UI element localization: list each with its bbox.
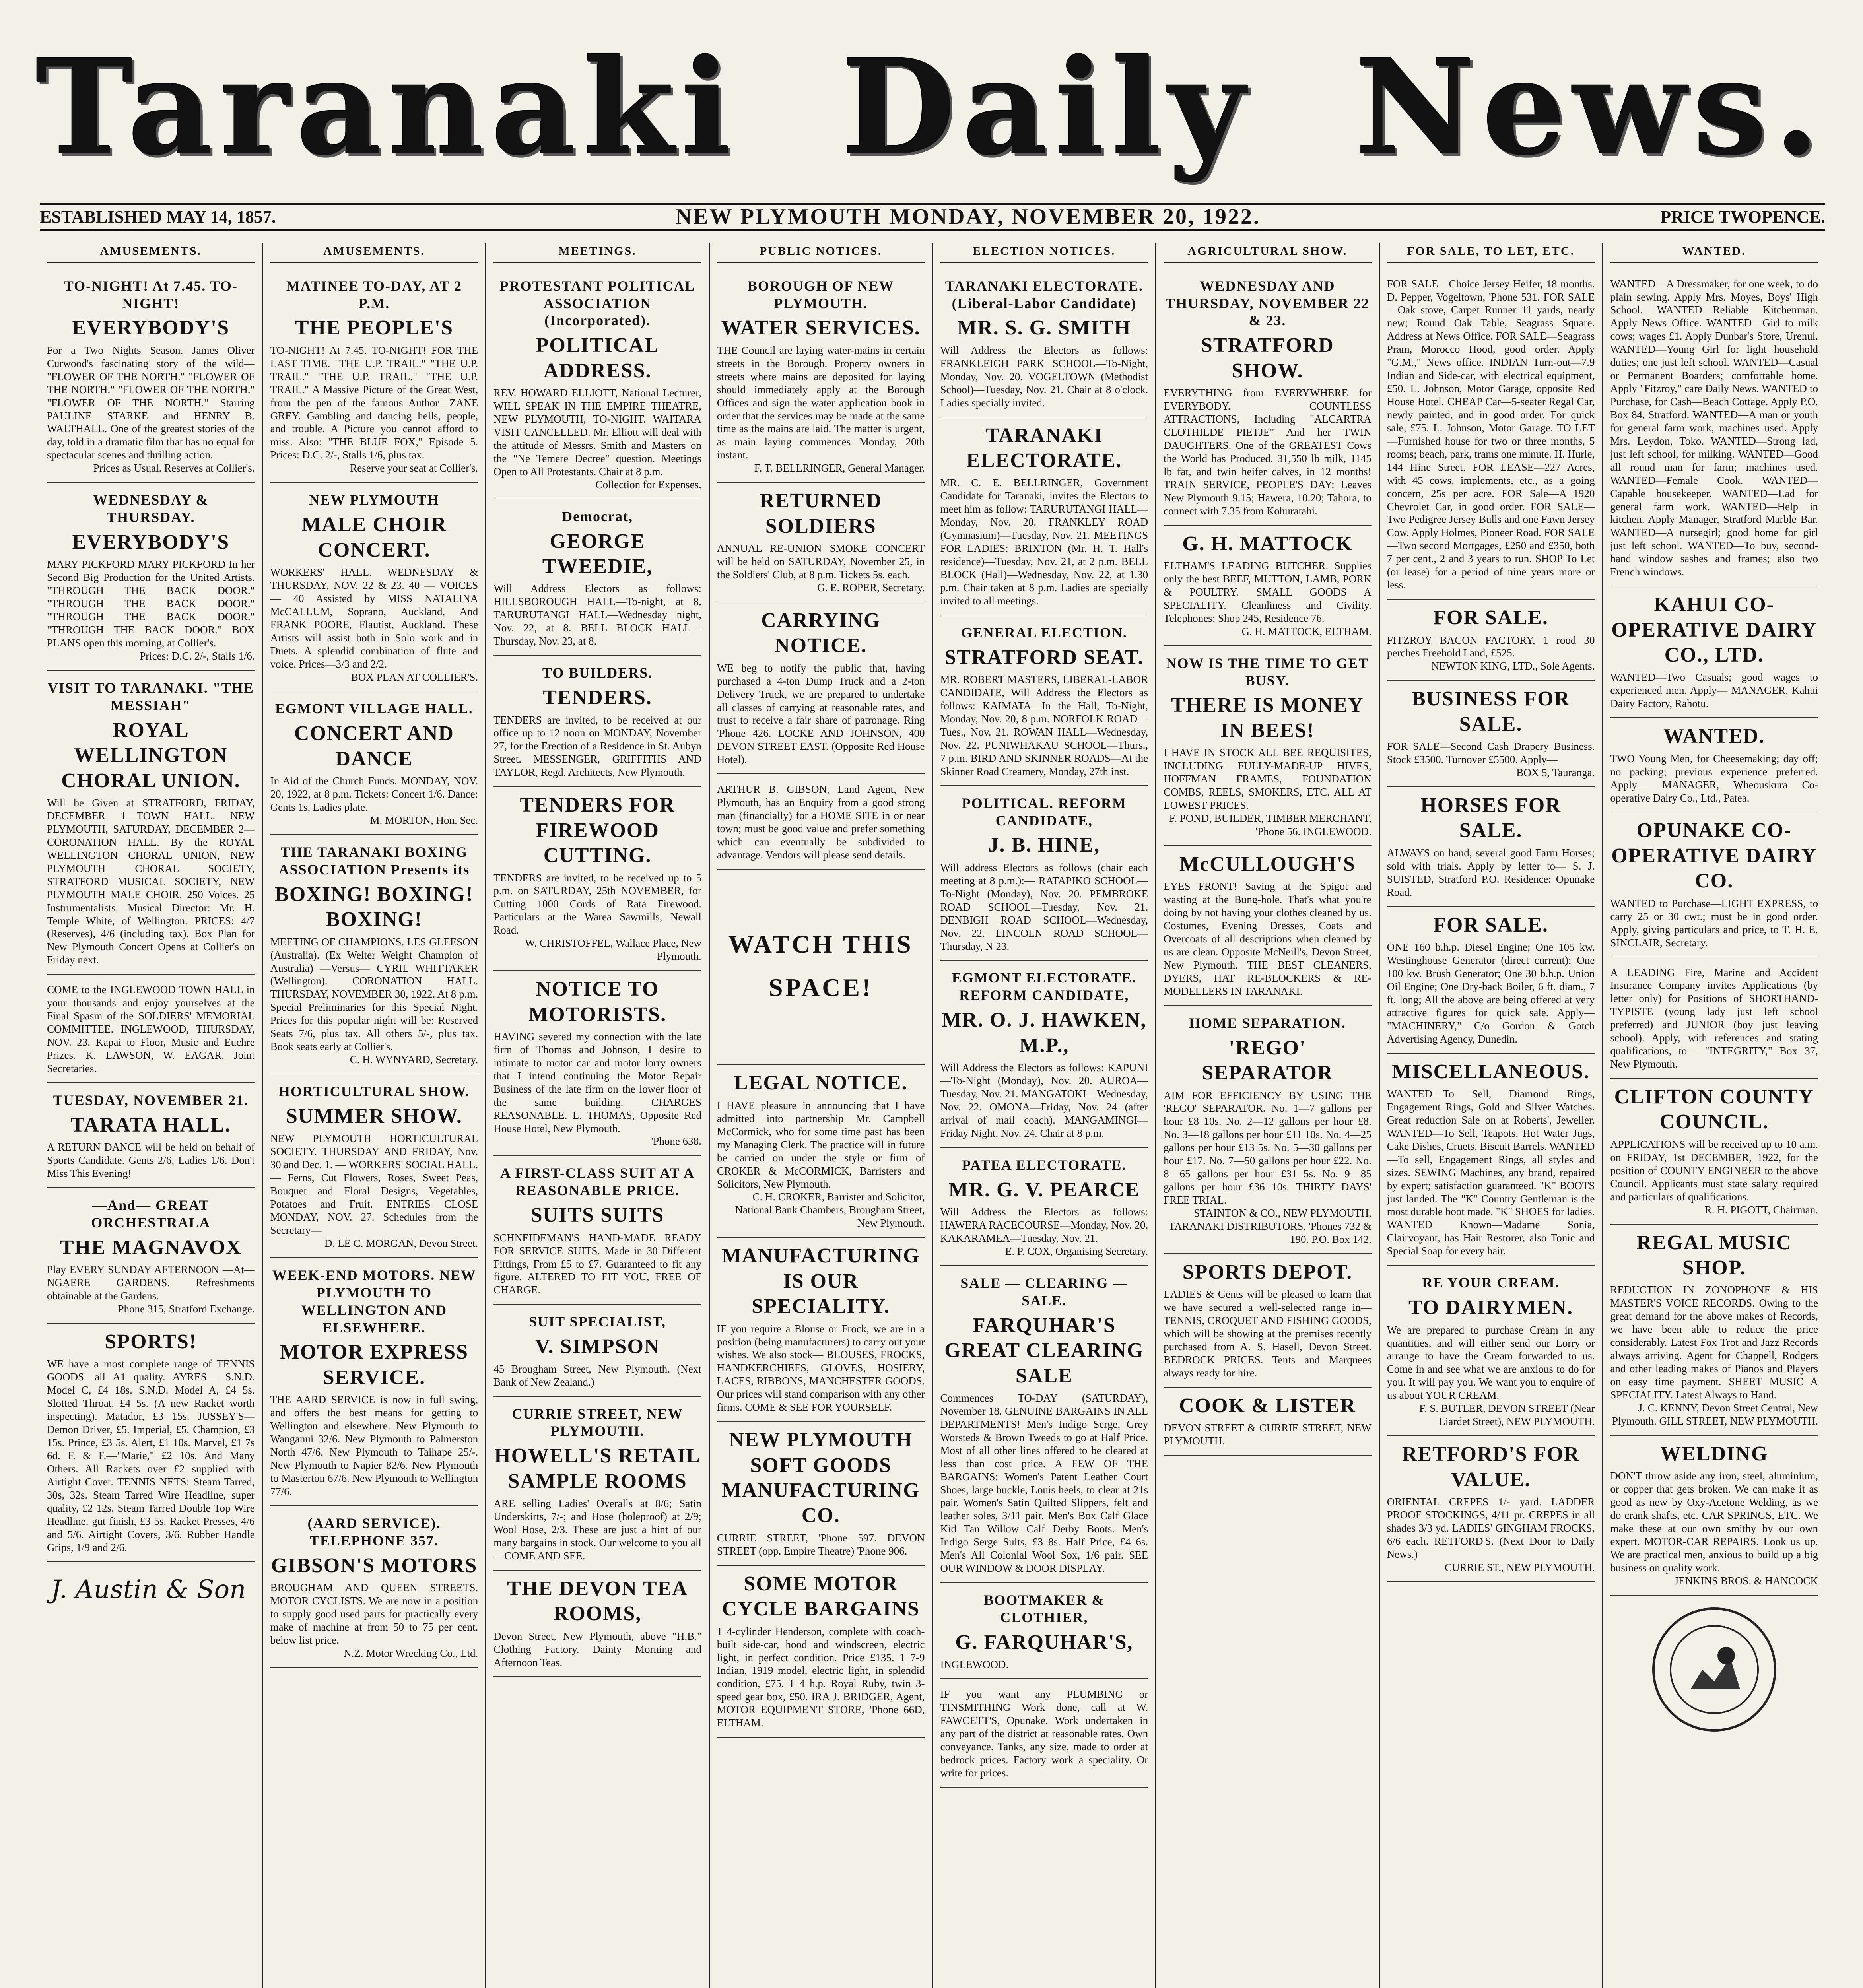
- ad-footer: BOX 5, Tauranga.: [1516, 767, 1595, 779]
- ad-title: CLIFTON COUNTY COUNCIL.: [1614, 1085, 1814, 1134]
- ad-body: DON'T throw aside any iron, steel, aluminium, or copper that gets broken. We can make it as good as new by Oxy-Acetone Welding, as we do crank shafts, etc. CAR SPRINGS, ETC. We make these at our own smithy by our own expert. MOTOR-CAR REPAIRS. Look us up. We are practical men, anxious to build up a big business on quality work.: [1610, 1470, 1818, 1574]
- ad-body: HAVING severed my connection with the late firm of Thomas and Johnson, I desire to intimate to motor car and motor lorry owners that I intend continuing the Motor Repair Business of the late firm on the lower floor of the same building. CHARGES REASONABLE. L. THOMAS, Opposite Red House Hotel, New Plymouth.: [493, 1030, 701, 1134]
- advertisement: [493, 499, 701, 656]
- ad-body: SCHNEIDEMAN'S HAND-MADE READY FOR SERVICE SUITS. Made in 30 Different Fittings, From £5 to £7. Guaranteed to fit any figure. ALTERED TO FIT YOU, FREE OF CHARGE.: [493, 1231, 701, 1296]
- ad-subheading: PROTESTANT POLITICAL ASSOCIATION (Incorporated).: [499, 278, 695, 329]
- ad-subheading: SUIT SPECIALIST,: [529, 1314, 666, 1330]
- ad-footer: C. H. CROKER, Barrister and Solicitor, National Bank Chambers, Brougham Street, New Plymouth.: [735, 1191, 925, 1229]
- ad-subheading: POLITICAL. REFORM CANDIDATE,: [962, 795, 1127, 829]
- advertisement: [493, 269, 701, 499]
- masthead-title-word: News.: [1355, 30, 1827, 184]
- ad-footer: N.Z. Motor Wrecking Co., Ltd.: [344, 1647, 478, 1659]
- ad-title: THE PEOPLE'S: [295, 316, 454, 340]
- advertisement: [270, 269, 478, 483]
- ad-title: V. SIMPSON: [535, 1335, 660, 1358]
- advertisement: [1610, 812, 1818, 957]
- ad-body: MR. C. E. BELLRINGER, Government Candidate for Taranaki, invites the Electors to meet him as follow: TARURUTANGI HALL—Monday, Nov. 20. FRANKLEY ROAD (Gymnasium)—Tuesday, Nov. 21. MEETINGS FOR LADIES: BRIXTON (Mr. H. T. Hall's residence)—Tuesday, Nov. 21, at 2 p.m. BELL BLOCK (Hall)—Wednesday, Nov. 22, at 1.30 p.m. Chair taken at 8 p.m. Ladies are specially invited to all meetings.: [940, 477, 1148, 607]
- ad-subheading: Democrat,: [562, 508, 633, 524]
- ad-subheading: WEEK-END MOTORS. NEW PLYMOUTH TO WELLINGTON AND ELSEWHERE.: [272, 1267, 476, 1336]
- ad-body: I HAVE IN STOCK ALL BEE REQUISITES, INCLUDING FULLY-MADE-UP HIVES, HOFFMAN FRAMES, FOUNDATION COMBS, REELS, SMOKERS, ETC. ALL AT LOWEST PRICES.: [1164, 747, 1372, 812]
- ad-subheading: —And— GREAT ORCHESTRALA: [91, 1197, 211, 1231]
- ad-body: THE Council are laying water-mains in certain streets in the Borough. Property owners in streets where mains are deposited for laying should immediately apply at the Borough Offices and sign the water application book in order that the services may be made at the same time as the mains are laid. The matter is urgent, as main laying commences Monday, 20th instant.: [717, 344, 925, 461]
- ad-body: Will Address Electors as follows: HILLSBOROUGH HALL—To-night, at 8. TARURUTANGI HALL—Wednesday night, Nov. 22, at 8. BELL BLOCK HALL—Thursday, Nov. 23, at 8.: [493, 582, 701, 647]
- advertisement: [1164, 846, 1372, 1006]
- ad-body: FOR SALE—Choice Jersey Heifer, 18 months. D. Pepper, Vogeltown, 'Phone 531. FOR SALE—Oak stove, Carpet Runner 11 yards, nearly new; Round Oak Table, Seagrass Square. Address at News Office. FOR SALE—Seagrass Pram, Morocco Hood, good order. Apply "G.M.," News office. INDIAN Turn-out—7.9 Indian and Side-car, with electrical equipment, £50. L. Johnson, Motor Garage, opposite Red House Hotel. CHEAP Car—5-seater Regal Car, newly painted, and in good order. For quick sale, £75. L. Johnson, Motor Garage. TO LET—Furnished house for two or three months, 5 rooms; beach, park, trams one minute. H. Hurle, 144 Hine Street. FOR LEASE—227 Acres, with 45 cows, implements, etc., as a going concern, 25s per acre. FOR Sale—A 1920 Chevrolet Car, in good order. FOR SALE—Two Pedigree Jersey Bulls and one Fawn Jersey Cow. Apply Holmes, Pioneer Road. FOR SALE—Two second Mortgages, £250 and £350, both 7 per cent., 2 and 3 years to run. SHOP To Let (or lease) for a period of nine years more or less.: [1387, 278, 1595, 591]
- column-header: MEETINGS.: [493, 243, 701, 263]
- advertisement: [940, 961, 1148, 1147]
- column-header: PUBLIC NOTICES.: [717, 243, 925, 263]
- ad-subheading: HOME SEPARATION.: [1189, 1015, 1346, 1031]
- advertisement: [493, 1305, 701, 1396]
- column-header: FOR SALE, TO LET, ETC.: [1387, 243, 1595, 263]
- ad-body: WANTED—To Sell, Diamond Rings, Engagement Rings, Gold and Silver Watches. Great reduction Sale on at Roberts', Jeweller. WANTED—To Sell, Teapots, Hot Water Jugs, Cake Dishes, Cruets, Biscuit Barrels. WANTED—To sell, Engagement Rings, all styles and sizes. SEWING Machines, any brand, repaired by expert; satisfaction guaranteed. "K" BOOTS just landed. The "K" Country Gentleman is the most durable boot made. "K" SHOES for ladies. WANTED Known—Madame Sonia, Clairvoyant, has Hair Restorer, also Tonic and Special Soap for every hair.: [1387, 1088, 1595, 1257]
- issue-date: NEW PLYMOUTH MONDAY, NOVEMBER 20, 1922.: [675, 204, 1261, 229]
- masthead: [36, 24, 1827, 191]
- advertisement: [1164, 1388, 1372, 1456]
- dateline: [40, 203, 1825, 231]
- advertisement: [717, 1238, 925, 1422]
- ad-body: CURRIE STREET, 'Phone 597. DEVON STREET (opp. Empire Theatre) 'Phone 906.: [717, 1532, 925, 1557]
- ad-title: EVERYBODY'S: [72, 316, 230, 340]
- ad-subheading: WEDNESDAY & THURSDAY.: [93, 492, 209, 526]
- ad-title: COOK & LISTER: [1179, 1394, 1356, 1417]
- ad-footer: R. H. PIGOTT, Chairman.: [1704, 1204, 1818, 1216]
- ad-body: REDUCTION IN ZONOPHONE & HIS MASTER'S VOICE RECORDS. Owing to the great demand for the above makes of Records, we have been able to reduce the price considerably. Latest Fox Trot and Jazz Records always arriving. Agent for Chappell, Rodgers and other leading makes of Pianos and Players on easy time payment. SHEET MUSIC A SPECIALITY. Latest Always to Hand.: [1610, 1284, 1818, 1401]
- masthead-title-word: Daily: [841, 30, 1253, 184]
- advertisement: [493, 1156, 701, 1305]
- ad-title: REGAL MUSIC SHOP.: [1636, 1231, 1792, 1279]
- advertisement: [1387, 269, 1595, 600]
- ad-title: TARANAKI ELECTORATE.: [966, 424, 1122, 472]
- advertisement: [717, 774, 925, 870]
- advertisement: [940, 1148, 1148, 1266]
- ad-body: EYES FRONT! Saving at the Spigot and wasting at the Bung-hole. That's what you're doing by not having your clothes cleaned by us. Costumes, Evening Dresses, Coats and Overcoats of all descriptions when cleaned by us are clean. Opposite McNeill's, Devon Street, New Plymouth. THE BEST CLEANERS, DYERS, HAT RE-BLOCKERS & RE-MODELLERS IN TARANAKI.: [1164, 880, 1372, 997]
- ad-title: MANUFACTURING IS OUR SPECIALITY.: [721, 1244, 920, 1318]
- ad-title: MR. G. V. PEARCE: [948, 1178, 1140, 1201]
- ad-title: BUSINESS FOR SALE.: [1411, 687, 1570, 736]
- ad-body: Will Address the Electors as follows: FRANKLEIGH PARK SCHOOL—To-Night, Monday, Nov. 20. VOGELTOWN (Methodist School)—Tuesday, Nov. 21. Chair at 8 o'clock. Ladies specially invited.: [940, 344, 1148, 409]
- ad-title: KAHUI CO-OPERATIVE DAIRY CO., LTD.: [1611, 593, 1817, 667]
- ad-footer: D. LE C. MORGAN, Devon Street.: [324, 1237, 478, 1249]
- ad-body: WORKERS' HALL. WEDNESDAY & THURSDAY, NOV. 22 & 23. 40 — VOICES — 40 Assisted by MISS NATALINA McCALLUM, Soprano, Auckland, And FRANK POORE, Flautist, Auckland. These Artists will assist both in Solo work and in Duets. A splendid combination of flute and voice. Prices—3/3 and 2/2.: [270, 566, 478, 670]
- ad-footer: F. S. BUTLER, DEVON STREET (Near Liardet Street), NEW PLYMOUTH.: [1419, 1402, 1595, 1428]
- advertisement: [270, 1258, 478, 1506]
- advertisement: [1387, 1266, 1595, 1436]
- ad-body: 45 Brougham Street, New Plymouth. (Next Bank of New Zealand.): [493, 1363, 701, 1388]
- ad-body: THE AARD SERVICE is now in full swing, and offers the best means for getting to Wellington and elsewhere. New Plymouth to Wanganui 32/6. New Plymouth to Palmerston North 47/6. New Plymouth to Taihape 25/-. New Plymouth to Napier 82/6. New Plymouth to Masterton 67/6. New Plymouth to Wellington 77/6.: [270, 1394, 478, 1497]
- ad-subheading: TARANAKI ELECTORATE. (Liberal-Labor Candidate): [945, 278, 1143, 311]
- ad-body: ARTHUR B. GIBSON, Land Agent, New Plymouth, has an Enquiry from a good strong man (financially) for a HOME SITE in or near town; must be good value and prefer something which can eventually be subdivided to advantage. Vendors will please send details.: [717, 783, 925, 861]
- ad-title: MISCELLANEOUS.: [1392, 1060, 1590, 1083]
- ad-title: WATER SERVICES.: [721, 316, 921, 340]
- ad-body: INGLEWOOD.: [940, 1658, 1009, 1671]
- ad-body: APPLICATIONS will be received up to 10 a.m. on FRIDAY, 1st DECEMBER, 1922, for the position of COUNTY ENGINEER to the above Council. Applicants must state salary required and particulars of qualifications.: [1610, 1138, 1818, 1203]
- advertisement: [493, 787, 701, 971]
- ad-subheading: SALE — CLEARING — SALE.: [960, 1275, 1128, 1309]
- ad-title: OPUNAKE CO-OPERATIVE DAIRY CO.: [1611, 819, 1817, 893]
- column: [1380, 243, 1603, 1988]
- ad-body: IF you want any PLUMBING or TINSMITHING Work done, call at W. FAWCETT'S, Opunake. Work undertaken in any part of the district at reasonable rates. Own conveyance. Tanks, any size, made to order at bedrock prices. Factory work a speciality. Or write for prices.: [940, 1688, 1148, 1779]
- ad-title: STRATFORD SHOW.: [1201, 334, 1334, 382]
- ad-body: WANTED to Purchase—LIGHT EXPRESS, to carry 25 or 30 cwt.; must be in good order. Apply, giving particulars and price, to T. H. E. SINCLAIR, Secretary.: [1610, 897, 1818, 949]
- ad-body: 1 4-cylinder Henderson, complete with coach-built side-car, hood and windscreen, electric light, in perfect condition. Price £135. 1 7-9 Indian, 1919 model, electric light, in splendid condition, £75. 1 4 h.p. Royal Ruby, twin 3-speed gear box, £50. IRA J. BRIDGER, Agent, MOTOR EQUIPMENT STORE, 'Phone 66D, ELTHAM.: [717, 1625, 925, 1729]
- ad-title: HORSES FOR SALE.: [1420, 794, 1561, 842]
- advertisement: [1610, 1225, 1818, 1436]
- ad-body: ALWAYS on hand, several good Farm Horses; sold with trials. Apply by letter to— S. J. SUISTED, Stratford P.O. Residence: Opunake Road.: [1387, 846, 1595, 898]
- advertisement: [1610, 718, 1818, 812]
- established-date: ESTABLISHED MAY 14, 1857.: [40, 207, 276, 227]
- advertisement: [1610, 957, 1818, 1079]
- ad-footer: BOX PLAN AT COLLIER'S.: [351, 671, 478, 683]
- ad-body: Will Address the Electors as follows: KAPUNI—To-Night (Monday), Nov. 20. AUROA—Tuesday, Nov. 21. MANGATOKI—Wednesday, Nov. 22. OMONA—Friday, Nov. 24 (after arrival of mail coach). MANGAMINGI—Friday Night, Nov. 24. Chair at 8 p.m.: [940, 1062, 1148, 1139]
- ad-footer: G. H. MATTOCK, ELTHAM.: [1241, 625, 1372, 637]
- advertisement: [717, 870, 925, 1065]
- price: PRICE TWOPENCE.: [1660, 207, 1825, 227]
- advertisement: [940, 786, 1148, 961]
- ad-title: WATCH THIS SPACE!: [728, 930, 913, 1002]
- column-header: AGRICULTURAL SHOW.: [1164, 243, 1372, 263]
- column-header: AMUSEMENTS.: [270, 243, 478, 263]
- ad-subheading: HORTICULTURAL SHOW.: [278, 1083, 470, 1100]
- ad-subheading: PATEA ELECTORATE.: [962, 1157, 1127, 1173]
- ad-title: MR. O. J. HAWKEN, M.P.,: [942, 1009, 1147, 1057]
- advertisement: [270, 1074, 478, 1258]
- ad-title: G. H. MATTOCK: [1182, 532, 1353, 555]
- advertisement: [1387, 1436, 1595, 1582]
- advertisement: [47, 671, 255, 975]
- advertisement: [1610, 1079, 1818, 1225]
- ad-subheading: NOW IS THE TIME TO GET BUSY.: [1166, 655, 1369, 689]
- ad-body: COME to the INGLEWOOD TOWN HALL in your thousands and enjoy yourselves at the Final Spasm of the SOLDIERS' MEMORIAL COMMITTEE. INGLEWOOD, THURSDAY, NOV. 23. Kapai to Floor, Music and Euchre Prizes. K. LAWSON, W. EAGAR, Joint Secretaries.: [47, 984, 255, 1074]
- ad-title: EVERYBODY'S: [72, 531, 230, 554]
- ad-title: TARATA HALL.: [71, 1113, 231, 1136]
- ad-title: NOTICE TO MOTORISTS.: [528, 978, 667, 1026]
- ad-title: FARQUHAR'S GREAT CLEARING SALE: [944, 1314, 1144, 1387]
- ad-title: GEORGE TWEEDIE,: [542, 530, 653, 578]
- ad-subheading: BOOTMAKER & CLOTHIER,: [984, 1592, 1105, 1625]
- ad-subheading: NEW PLYMOUTH: [309, 492, 439, 508]
- advertisement: [1387, 907, 1595, 1054]
- ad-body: NEW PLYMOUTH HORTICULTURAL SOCIETY. THURSDAY AND FRIDAY, Nov. 30 and Dec. 1. — WORKERS' SOCIAL HALL. — Ferns, Cut Flowers, Roses, Sweet Peas, Bouquet and Floral Designs, Vegetables, Potatoes and Fruit. ENTRIES CLOSE MONDAY, NOV. 27. Schedules from the Secretary—: [270, 1132, 478, 1236]
- advertisement: [1387, 681, 1595, 787]
- advertisement: [717, 1566, 925, 1738]
- ad-title: G. FARQUHAR'S,: [955, 1631, 1133, 1654]
- columns: [40, 243, 1825, 1988]
- ad-title: MOTOR EXPRESS SERVICE.: [280, 1341, 469, 1389]
- advertisement: [717, 483, 925, 602]
- ad-body: BROUGHAM AND QUEEN STREETS. MOTOR CYCLISTS. We are now in a position to supply good used parts for practically every make of machine at from 50 to 75 per cent. below list price.: [270, 1582, 478, 1646]
- advertisement: [940, 615, 1148, 786]
- advertisement: [940, 417, 1148, 615]
- column: [263, 243, 487, 1988]
- advertisement: [1610, 1436, 1818, 1596]
- ad-title: LEGAL NOTICE.: [734, 1072, 908, 1095]
- ad-subheading: TUESDAY, NOVEMBER 21.: [53, 1092, 249, 1108]
- ad-title: WANTED.: [1663, 725, 1765, 748]
- ad-title: SUMMER SHOW.: [286, 1105, 462, 1128]
- ad-subheading: TO-NIGHT! At 7.45. TO-NIGHT!: [64, 278, 238, 311]
- column: [486, 243, 710, 1988]
- ad-body: For a Two Nights Season. James Oliver Curwood's fascinating story of the wild— "FLOWER OF THE NORTH." "FLOWER OF THE NORTH." "FLOWER OF THE NORTH." "FLOWER OF THE NORTH." Starring PAULINE STARKE and HENRY B. WALTHALL. One of the greatest stories of the day, told in a dramatic film that has no equal for spectacular scenes and thrilling action.: [47, 344, 255, 461]
- ad-title: TO DAIRYMEN.: [1408, 1296, 1574, 1319]
- ad-body: Commences TO-DAY (SATURDAY), November 18. GENUINE BARGAINS IN ALL DEPARTMENTS! Men's Indigo Serge, Grey Worsteds & Brown Tweeds to go at Half Price. Most of all other lines offered to be cleared at less than cost price. A FEW OF THE BARGAINS: Women's Patent Leather Court Shoes, large buckle, Louis heels, to clear at 21s pair. Women's Satin Quilted Slippers, felt and leather soles, 3/11 pair. Men's Box Calf Glace Kid Tan Willow Calf Derby Boots. Men's Indigo Serge Suits, £3 8s. Half Price, £4 6s. Men's All Colonial Wool Sox, 1/6 pair. SEE OUR WINDOW & DOOR DISPLAY.: [940, 1392, 1148, 1574]
- advertisement: [717, 269, 925, 483]
- column: [1156, 243, 1380, 1988]
- ad-body: WE have a most complete range of TENNIS GOODS—all A1 quality. AYRES— S.N.D. Model C, £4 18s. S.N.D. Model A, £4 5s. Slotted Throat, £4 5s. (A new Racket worth inspecting). Matador, £3 15s. JUSSEY'S— Demon Driver, £5. Imperial, £5. Champion, £3 15s. Prince, £3 5s. Alert, £1 10s. Marvel, £1 7s 6d. F. & F.—"Marie," £2 10s. And Many Others. All Rackets over £2 supplied with Airtight Cover. TENNIS NETS: Steam Tarred, 30s, 32s. Steam Tarred Wire Headline, super quality, £2 12s. Steam Tarred Double Top Wire Headline, gut finish, £3 5s. Racket Presses, 4/6 and 5/6. Airtight Covers, 3/6. Rubber Handle Grips, 1/9 and 2/6.: [47, 1358, 255, 1553]
- advertisement: [1164, 269, 1372, 526]
- ad-footer: F. T. BELLRINGER, General Manager.: [754, 462, 925, 474]
- advertisement: [1610, 586, 1818, 718]
- ad-title: FOR SALE.: [1433, 913, 1548, 936]
- ad-body: In Aid of the Church Funds. MONDAY, NOV. 20, 1922, at 8 p.m. Tickets: Concert 1/6. Dance: Gents 1s, Ladies plate.: [270, 775, 478, 813]
- ad-title: THE MAGNAVOX: [60, 1236, 242, 1259]
- ad-title: FOR SALE.: [1433, 606, 1548, 629]
- advertisement: [47, 1324, 255, 1562]
- ad-footer: Reserve your seat at Collier's.: [350, 462, 478, 474]
- ad-body: TO-NIGHT! At 7.45. TO-NIGHT! FOR THE LAST TIME. "THE U.P. TRAIL." "THE U.P. TRAIL." "THE U.P. TRAIL." "THE U.P. TRAIL." A Massive Picture of the Great West, from the pen of the famous Author—ZANE GREY. Gambling and dancing hells, people, and trouble. A Picture you cannot afford to miss. Also: "THE BLUE FOX," Episode 5. Prices: D.C. 2/-, Stalls 1/6, plus tax.: [270, 344, 478, 461]
- ad-body: Will address Electors as follows (chair each meeting at 8 p.m.):— RATAPIKO SCHOOL—To-Night (Monday), Nov. 20. PEMBROKE ROAD SCHOOL—Tuesday, Nov. 21. DENBIGH ROAD SCHOOL—Wednesday, Nov. 22. LINCOLN ROAD SCHOOL—Thursday, N 23.: [940, 861, 1148, 952]
- ad-body: MEETING OF CHAMPIONS. LES GLEESON (Australia). (Ex Welter Weight Champion of Australia) —Versus— CYRIL WHITTAKER (Wellington). CORONATION HALL. THURSDAY, NOVEMBER 30, 1922. At 8 p.m. Special Preliminaries for this Special Night. Prices for this popular night will be: Reserved Seats 7/6, plus tax. All others 5/-, plus tax. Book seats early at Collier's.: [270, 936, 478, 1053]
- ad-title: RETURNED SOLDIERS: [760, 489, 882, 538]
- ad-title: RETFORD'S FOR VALUE.: [1402, 1443, 1580, 1491]
- ad-body: TENDERS are invited, to be received at our office up to 12 noon on MONDAY, November 27, for the Erection of a Residence in St. Aubyn Street. MESSENGER, GRIFFITHS AND TAYLOR, Regd. Architects, New Plymouth.: [493, 714, 701, 779]
- ad-footer: Prices: D.C. 2/-, Stalls 1/6.: [140, 650, 255, 662]
- ad-footer: Prices as Usual. Reserves at Collier's.: [93, 462, 255, 474]
- ad-title: CARRYING NOTICE.: [761, 609, 881, 657]
- advertisement: [1387, 1054, 1595, 1266]
- ad-title: SOME MOTOR CYCLE BARGAINS: [722, 1572, 920, 1621]
- advertisement: [717, 602, 925, 774]
- ad-title: STRATFORD SEAT.: [944, 646, 1144, 669]
- advertisement: [1387, 787, 1595, 907]
- ad-footer: W. CHRISTOFFEL, Wallace Place, New Plymouth.: [525, 937, 701, 963]
- ad-body: I HAVE pleasure in announcing that I have admitted into partnership Mr. Campbell McCormick, who for some time past has been my Managing Clerk. The practice will in future be carried on under the style or firm of CROKER & McCORMICK, Barristers and Solicitors, New Plymouth.: [717, 1099, 925, 1190]
- advertisement: [493, 656, 701, 787]
- ad-body: MARY PICKFORD MARY PICKFORD In her Second Big Production for the United Artists. "THROUGH THE BACK DOOR." "THROUGH THE BACK DOOR." "THROUGH THE BACK DOOR." "THROUGH THE BACK DOOR." BOX PLANS open this morning, at Collier's.: [47, 558, 255, 649]
- advertisement: [493, 1571, 701, 1677]
- advertisement: [717, 1065, 925, 1238]
- ad-title: TENDERS FOR FIREWOOD CUTTING.: [520, 794, 675, 867]
- ad-title: BOXING! BOXING! BOXING!: [275, 883, 474, 931]
- ad-title: THERE IS MONEY IN BEES!: [1171, 694, 1364, 742]
- ad-body: REV. HOWARD ELLIOTT, National Lecturer, WILL SPEAK IN THE EMPIRE THEATRE, NEW PLYMOUTH, TO-NIGHT. WAITARA VISIT CANCELLED. Mr. Elliott will deal with the attitude of Messrs. Smith and Masters on the "Ne Temere Decree" question. Meetings Open to All Protestants. Chair at 8 p.m.: [493, 387, 701, 478]
- ad-footer: CURRIE ST., NEW PLYMOUTH.: [1445, 1561, 1595, 1573]
- advertisement: [940, 269, 1148, 417]
- ad-subheading: EGMONT VILLAGE HALL.: [275, 701, 473, 717]
- ad-body: We are prepared to purchase Cream in any quantities, and will either send our Lorry or arrange to have the Cream forwarded to us. Come in and see what we are anxious to do for you. It will pay you. We want you to enquire of us about YOUR CREAM.: [1387, 1324, 1595, 1402]
- ad-body: FITZROY BACON FACTORY, 1 rood 30 perches Freehold Land, £525.: [1387, 634, 1595, 659]
- advertisement: [493, 1397, 701, 1571]
- ad-title: MR. S. G. SMITH: [957, 316, 1131, 340]
- ad-body: ARE selling Ladies' Overalls at 8/6; Satin Underskirts, 7/-; and Hose (holeproof) at 2/9; Wool Hose, 2/3. These are just a hint of our many bargains in stock. Our welcome to you all—COME AND SEE.: [493, 1497, 701, 1562]
- advertisement: [1164, 1254, 1372, 1388]
- ad-title: TENDERS.: [543, 686, 652, 709]
- ad-footer: G. E. ROPER, Secretary.: [817, 581, 925, 594]
- ad-subheading: CURRIE STREET, NEW PLYMOUTH.: [512, 1406, 683, 1439]
- ad-body: LADIES & Gents will be pleased to learn that we have secured a well-selected range in— TENNIS, CROQUET AND FISHING GOODS, which will be showing at the premises recently purchased from A. S. Hasell, Devon Street. BEDROCK PRICES. Tents and Marquees always ready for hire.: [1164, 1288, 1372, 1379]
- advertisement: [1387, 600, 1595, 681]
- ad-title: WELDING: [1660, 1442, 1768, 1465]
- ad-footer: F. POND, BUILDER, TIMBER MERCHANT, 'Phone 56. INGLEWOOD.: [1169, 812, 1372, 837]
- ad-body: WE beg to notify the public that, having purchased a 4-ton Dump Truck and a 2-ton Delivery Truck, we are prepared to undertake all classes of carrying at reasonable rates, and trust to receive a fair share of patronage. Ring 'Phone 426. LOCKE AND JOHNSON, 400 DEVON STREET EAST. (Opposite Red House Hotel).: [717, 662, 925, 766]
- ad-body: Will Address the Electors as follows: HAWERA RACECOURSE—Monday, Nov. 20. KAKARAMEA—Tuesday, Nov. 21.: [940, 1206, 1148, 1244]
- ad-title: ROYAL WELLINGTON CHORAL UNION.: [61, 718, 241, 792]
- ad-subheading: (AARD SERVICE). TELEPHONE 357.: [307, 1515, 441, 1549]
- ad-subheading: MATINEE TO-DAY, AT 2 P.M.: [286, 278, 462, 311]
- ad-footer: J. C. KENNY, Devon Street Central, New Plymouth. GILL STREET, NEW PLYMOUTH.: [1612, 1402, 1818, 1427]
- ad-body: ORIENTAL CREPES 1/- yard. LADDER PROOF STOCKINGS, 4/11 pr. CREPES in all shades 3/3 yd. LADIES' GINGHAM FROCKS, 6/6 each. RETFORD'S. (Next Door to Daily News.): [1387, 1495, 1595, 1560]
- ad-subheading: VISIT TO TARANAKI. "THE MESSIAH": [47, 679, 254, 713]
- ad-body: FOR SALE—Second Cash Drapery Business. Stock £3500. Turnover £5500. Apply—: [1387, 740, 1595, 766]
- advertisement: [717, 1422, 925, 1566]
- ad-footer: JENKINS BROS. & HANCOCK: [1674, 1574, 1818, 1587]
- ad-body: ELTHAM'S LEADING BUTCHER. Supplies only the best BEEF, MUTTON, LAMB, PORK & POULTRY. SMALL GOODS A SPECIALITY. Cleanliness and Civility. Telephones: Shop 245, Residence 76.: [1164, 560, 1372, 624]
- column: [710, 243, 933, 1988]
- advertisement: [1610, 269, 1818, 587]
- ad-body: EVERYTHING from EVERYWHERE for EVERYBODY. COUNTLESS ATTRACTIONS, Including "ALCARTRA CLOTHILDE PIETJE" And her TWIN DAUGHTERS. One of the GREATEST Cows the World has Produced. 31,550 lb milk, 1145 lb fat, and twin heifer calves, in 12 months! TRAIN SERVICE, PEOPLE'S DAY: Leaves New Plymouth 9.15; Hawera, 10.20; Tahora, to connect with 7.35 from Kohuratahi.: [1164, 387, 1372, 517]
- advertisement: [1164, 1006, 1372, 1254]
- handwritten-signature: J. Austin & Son: [51, 1574, 246, 1604]
- column-header: WANTED.: [1610, 243, 1818, 263]
- ad-footer: NEWTON KING, LTD., Sole Agents.: [1431, 660, 1595, 672]
- advertisement: [1164, 526, 1372, 646]
- ad-footer: STAINTON & CO., NEW PLYMOUTH, TARANAKI DISTRIBUTORS. 'Phones 732 & 190. P.O. Box 142.: [1168, 1207, 1372, 1245]
- ad-body: MR. ROBERT MASTERS, LIBERAL-LABOR CANDIDATE, Will Address the Electors as follows: KAIMATA—In the Hall, To-Night, Monday, Nov. 20, 8 p.m. NORFOLK ROAD—Tues., Nov. 21. ROWAN HALL—Wednesday, Nov. 22. PUNIWHAKAU SCHOOL—Thurs., 7 p.m. BIRD AND SKINNER ROADS—At the Skinner Road Creamery, Monday, 27th inst.: [940, 674, 1148, 777]
- ad-body: A LEADING Fire, Marine and Accident Insurance Company invites Applications (by letter only) for Positions of SHORTHAND-TYPISTE (young lady just left school preferred) and JUNIOR (boy just leaving school). Apply, with references and stating qualifications, to— "INTEGRITY," Box 37, New Plymouth.: [1610, 966, 1818, 1070]
- advertisement: [47, 1188, 255, 1324]
- ad-title: CONCERT AND DANCE: [294, 722, 454, 770]
- ad-title: McCULLOUGH'S: [1179, 852, 1356, 876]
- ad-subheading: GENERAL ELECTION.: [961, 624, 1127, 641]
- advertisement: [47, 1083, 255, 1188]
- ad-title: J. B. HINE,: [988, 834, 1100, 857]
- ad-body: Play EVERY SUNDAY AFTERNOON —At— NGAERE GARDENS. Refreshments obtainable at the Gardens.: [47, 1264, 255, 1302]
- ad-subheading: WEDNESDAY AND THURSDAY, NOVEMBER 22 & 23.: [1166, 278, 1370, 329]
- column: [40, 243, 263, 1988]
- ad-title: 'REGO' SEPARATOR: [1202, 1036, 1333, 1085]
- advertisement: [270, 691, 478, 835]
- ad-footer: 'Phone 638.: [651, 1135, 701, 1147]
- ad-body: ANNUAL RE-UNION SMOKE CONCERT will be held on SATURDAY, November 25, in the Soldiers' Club, at 8 p.m. Tickets 5s. each.: [717, 542, 925, 580]
- ad-title: SUITS SUITS: [530, 1204, 664, 1227]
- advertisement: [270, 1506, 478, 1668]
- ad-body: ONE 160 b.h.p. Diesel Engine; One 105 kw. Westinghouse Generator (direct current); One 100 kw. Brush Generator; One 30 b.h.p. Union Oil Engine; One Dry-back Boiler, 6 ft. diam., 7 ft. long; All the above are being offered at very attractive figures for quick sale. Apply— "MACHINERY," C/o Gordon & Gotch Advertising Agency, Dunedin.: [1387, 941, 1595, 1045]
- ad-title: GIBSON'S MOTORS: [271, 1554, 478, 1577]
- his-masters-voice-logo: [1652, 1607, 1776, 1732]
- ad-subheading: RE YOUR CREAM.: [1422, 1275, 1560, 1291]
- ad-subheading: EGMONT ELECTORATE. REFORM CANDIDATE,: [952, 970, 1136, 1004]
- ad-title: SPORTS!: [105, 1330, 197, 1353]
- advertisement: [47, 483, 255, 671]
- ad-footer: C. H. WYNYARD, Secretary.: [350, 1054, 478, 1066]
- masthead-title-word: Taranaki: [36, 30, 739, 184]
- advertisement: [270, 835, 478, 1074]
- ad-body: DEVON STREET & CURRIE STREET, NEW PLYMOUTH.: [1164, 1422, 1372, 1447]
- ad-title: THE DEVON TEA ROOMS,: [507, 1577, 688, 1625]
- column-header: ELECTION NOTICES.: [940, 243, 1148, 263]
- advertisement: [493, 971, 701, 1156]
- advertisement: [47, 975, 255, 1083]
- advertisement: [940, 1679, 1148, 1788]
- ad-body: IF you require a Blouse or Frock, we are in a position (being manufacturers) to carry out your wishes. We also stock— BLOUSES, FROCKS, HANDKERCHIEFS, GLOVES, HOSIERY, LACES, RIBBONS, MANCHESTER GOODS. Our prices will stand comparison with any other firms. COME & SEE FOR YOURSELF.: [717, 1322, 925, 1413]
- column: [933, 243, 1157, 1988]
- ad-body: A RETURN DANCE will be held on behalf of Sports Candidate. Gents 2/6, Ladies 1/6. Don't Miss This Evening!: [47, 1141, 255, 1180]
- ad-footer: Collection for Expenses.: [595, 478, 701, 491]
- ad-body: WANTED—A Dressmaker, for one week, to do plain sewing. Apply Mrs. Moyes, Boys' High School. WANTED—Reliable Kitchenman. Apply News Office. WANTED—Girl to milk cows; wages £1. Apply Dunbar's Store, Urenui. WANTED—Young Girl for light household duties; one just left school. WANTED—Casual or Permanent Boarders; comfortable home. Apply "Fitzroy," care Daily News. WANTED to Purchase, for Cash—Beach Cottage. Apply P.O. Box 84, Stratford. WANTED—A man or youth for general farm work, machines used. Apply Mrs. Leydon, Toko. WANTED—Strong lad, just left school, for milking. WANTED—Good all round man for farm; machines used. WANTED—Female Cook. WANTED—Capable housekeeper. WANTED—Lad for general farm work. WANTED—Help in kitchen. Apply Manager, Stratford Marble Bar. WANTED—A nursegirl; good home for girl just left school. WANTED—To buy, second-hand window sashes and frames; also two French windows.: [1610, 278, 1818, 578]
- ad-footer: M. MORTON, Hon. Sec.: [370, 814, 478, 827]
- ad-title: POLITICAL ADDRESS.: [536, 334, 659, 382]
- ad-body: Devon Street, New Plymouth, above "H.B." Clothing Factory. Dainty Morning and Afternoon Teas.: [493, 1630, 701, 1668]
- advertisement: [940, 1266, 1148, 1583]
- ad-title: HOWELL'S RETAIL SAMPLE ROOMS: [494, 1444, 701, 1493]
- ad-subheading: TO BUILDERS.: [542, 665, 653, 681]
- ad-body: TENDERS are invited, to be received up to 5 p.m. on SATURDAY, 25th NOVEMBER, for Cutting 1000 Cords of Rata Firewood. Particulars at the Warea Sawmills, Newall Road.: [493, 872, 701, 936]
- ad-body: Will be Given at STRATFORD, FRIDAY, DECEMBER 1—TOWN HALL. NEW PLYMOUTH, SATURDAY, DECEMBER 2—CORONATION HALL. By the ROYAL WELLINGTON CHORAL UNION, NEW PLYMOUTH CHORAL SOCIETY, STRATFORD MUSICAL SOCIETY, NEW PLYMOUTH MALE CHOIR. 250 Voices. 25 Instrumentalists. Musical Director: Mr. H. Temple White, of Wellington. PRICES: 4/7 (Reserves), 4/6 (including tax). Box Plan for New Plymouth Concert Opens at Collier's on Friday next.: [47, 797, 255, 966]
- ad-title: NEW PLYMOUTH SOFT GOODS MANUFACTURING CO.: [721, 1429, 920, 1527]
- ad-title: SPORTS DEPOT.: [1182, 1260, 1353, 1283]
- column: [1603, 243, 1825, 1988]
- ad-footer: Phone 315, Stratford Exchange.: [118, 1303, 255, 1315]
- advertisement: [270, 483, 478, 691]
- ad-subheading: BOROUGH OF NEW PLYMOUTH.: [747, 278, 894, 311]
- advertisement: [1164, 646, 1372, 846]
- ad-subheading: THE TARANAKI BOXING ASSOCIATION Presents its: [278, 844, 470, 878]
- ad-body: TWO Young Men, for Cheesemaking; day off; no packing; previous experience preferred. Apply— MANAGER, Wheouskura Co-operative Dairy Co., Ltd., Patea.: [1610, 752, 1818, 804]
- advertisement: [47, 269, 255, 483]
- ad-subheading: A FIRST-CLASS SUIT AT A REASONABLE PRICE.: [500, 1165, 695, 1199]
- ad-footer: E. P. COX, Organising Secretary.: [1005, 1245, 1148, 1257]
- column-header: AMUSEMENTS.: [47, 243, 255, 263]
- ad-title: MALE CHOIR CONCERT.: [301, 513, 447, 561]
- ad-body: AIM FOR EFFICIENCY BY USING THE 'REGO' SEPARATOR. No. 1—7 gallons per hour £8 10s. No. 2—12 gallons per hour £8. No. 3—18 gallons per hour £11 10s. No. 4—25 gallons per hour £13 5s. No. 5—30 gallons per hour £17. No. 7—50 gallons per hour £22. No. 8—65 gallons per hour £31 5s. No. 9—85 gallons per hour £36 10s. THIRTY DAYS' FREE TRIAL.: [1164, 1089, 1372, 1206]
- ad-body: WANTED—Two Casuals; good wages to experienced men. Apply— MANAGER, Kahui Dairy Factory, Rahotu.: [1610, 671, 1818, 710]
- advertisement: [940, 1583, 1148, 1679]
